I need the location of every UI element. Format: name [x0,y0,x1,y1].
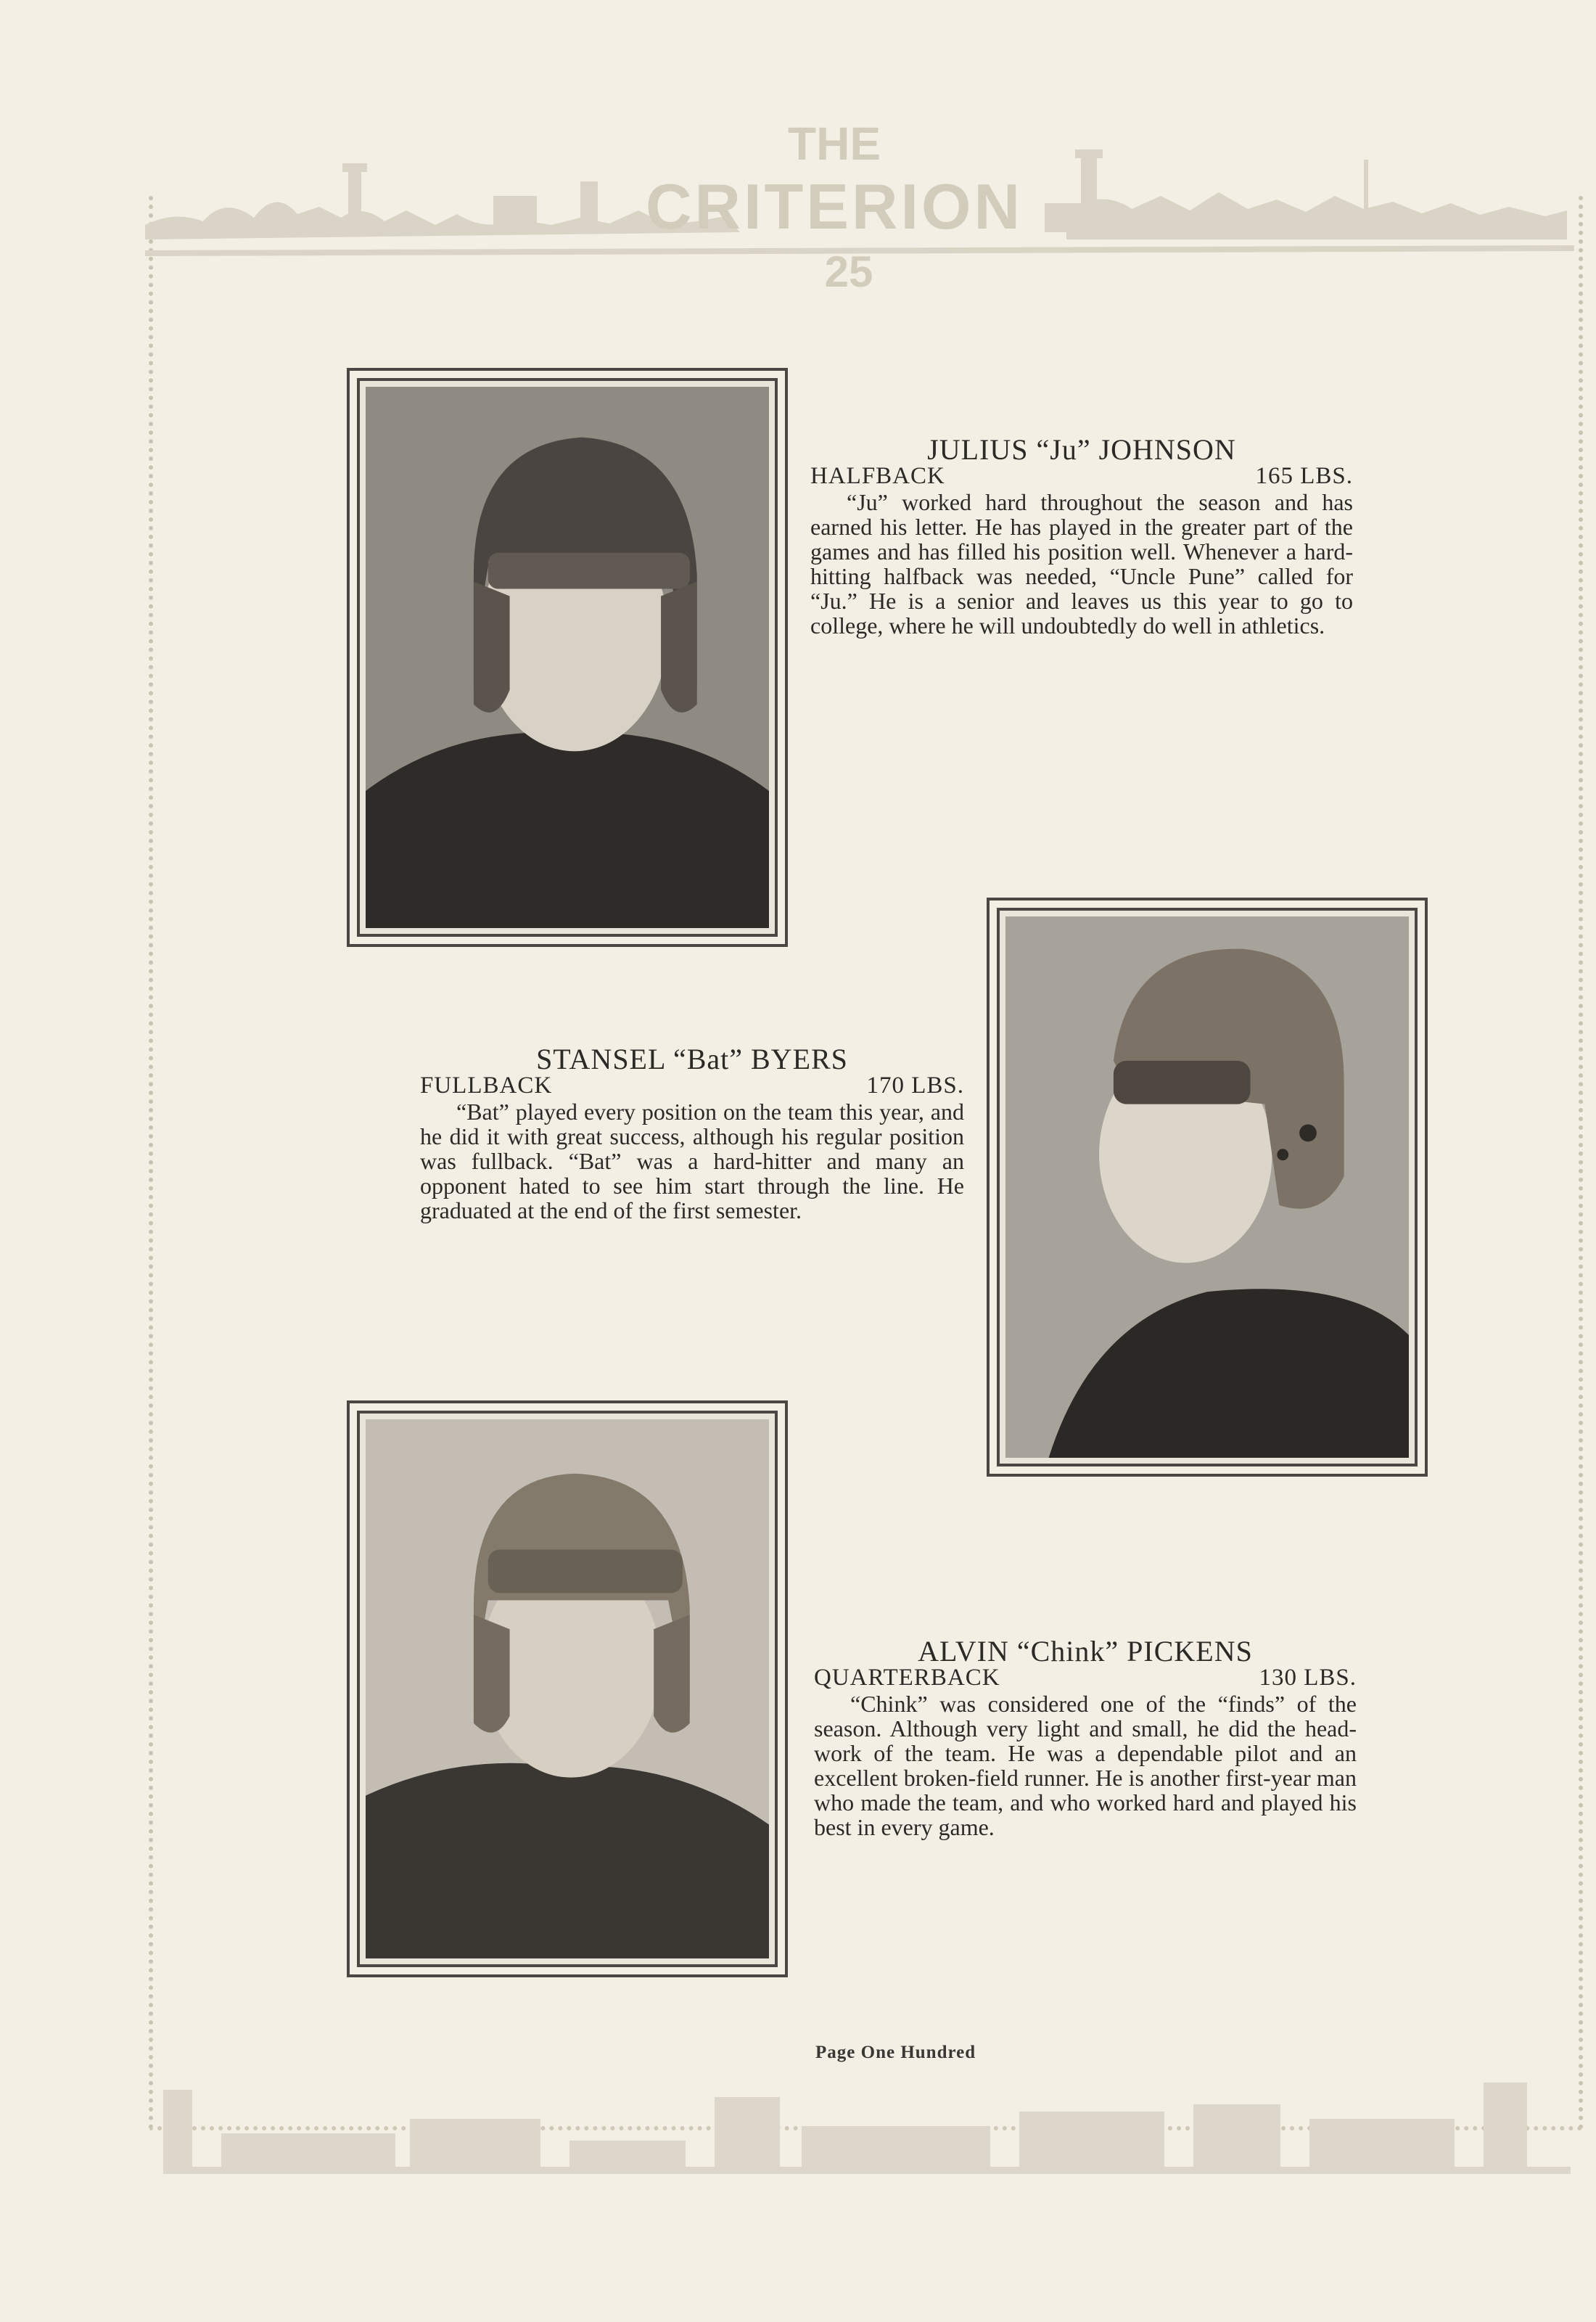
player-bio-pickens [814,1635,1357,1840]
player-photo-byers [987,898,1428,1477]
player-position: FULLBACK [420,1072,553,1099]
header-banner [145,123,1574,298]
player-weight: 130 LBS. [1259,1665,1357,1691]
header-title-text: CRITERION [646,171,1023,242]
player-name: STANSEL “Bat” BYERS [536,1043,848,1075]
header-the-text: THE [788,123,881,170]
player-description: “Ju” worked hard throughout the season and has earned his letter. He has played in the greater part of the games and has filled his position well. Whenever a hard-hitting halfback was needed, “Uncle Pune” called for “Ju.” He is a senior and leaves us this year to go to college, where he will undoubtedly do well in athletics. [810,489,1353,639]
page-number: Page One Hundred [815,2043,976,2062]
player-bio-johnson [810,433,1353,639]
player-photo-pickens [347,1400,788,1977]
player-weight: 165 LBS. [1255,463,1353,489]
player-weight: 170 LBS. [866,1072,964,1099]
player-bio-byers [420,1043,964,1223]
player-name: ALVIN “Chink” PICKENS [918,1635,1253,1667]
player-description: “Chink” was considered one of the “finds” of the season. Although very light and small, he did the head-work of the team. He was a dependable pilot and an excellent broken-field runner. He is another first-year man who made the team, and who worked hard and played his best in every game. [814,1691,1357,1840]
player-photo-johnson [347,368,788,947]
player-description: “Bat” played every position on the team this year, and he did it with great success, although his regular position was fullback. “Bat” was a hard-hitter and many an opponent hated to see him start through the line. He graduated at the end of the first semester. [420,1099,964,1223]
header-year-text: 25 [824,247,873,296]
footer-banner [163,2068,1571,2177]
player-position: QUARTERBACK [814,1665,1000,1691]
player-position: HALFBACK [810,463,945,489]
player-name: JULIUS “Ju” JOHNSON [927,433,1236,466]
